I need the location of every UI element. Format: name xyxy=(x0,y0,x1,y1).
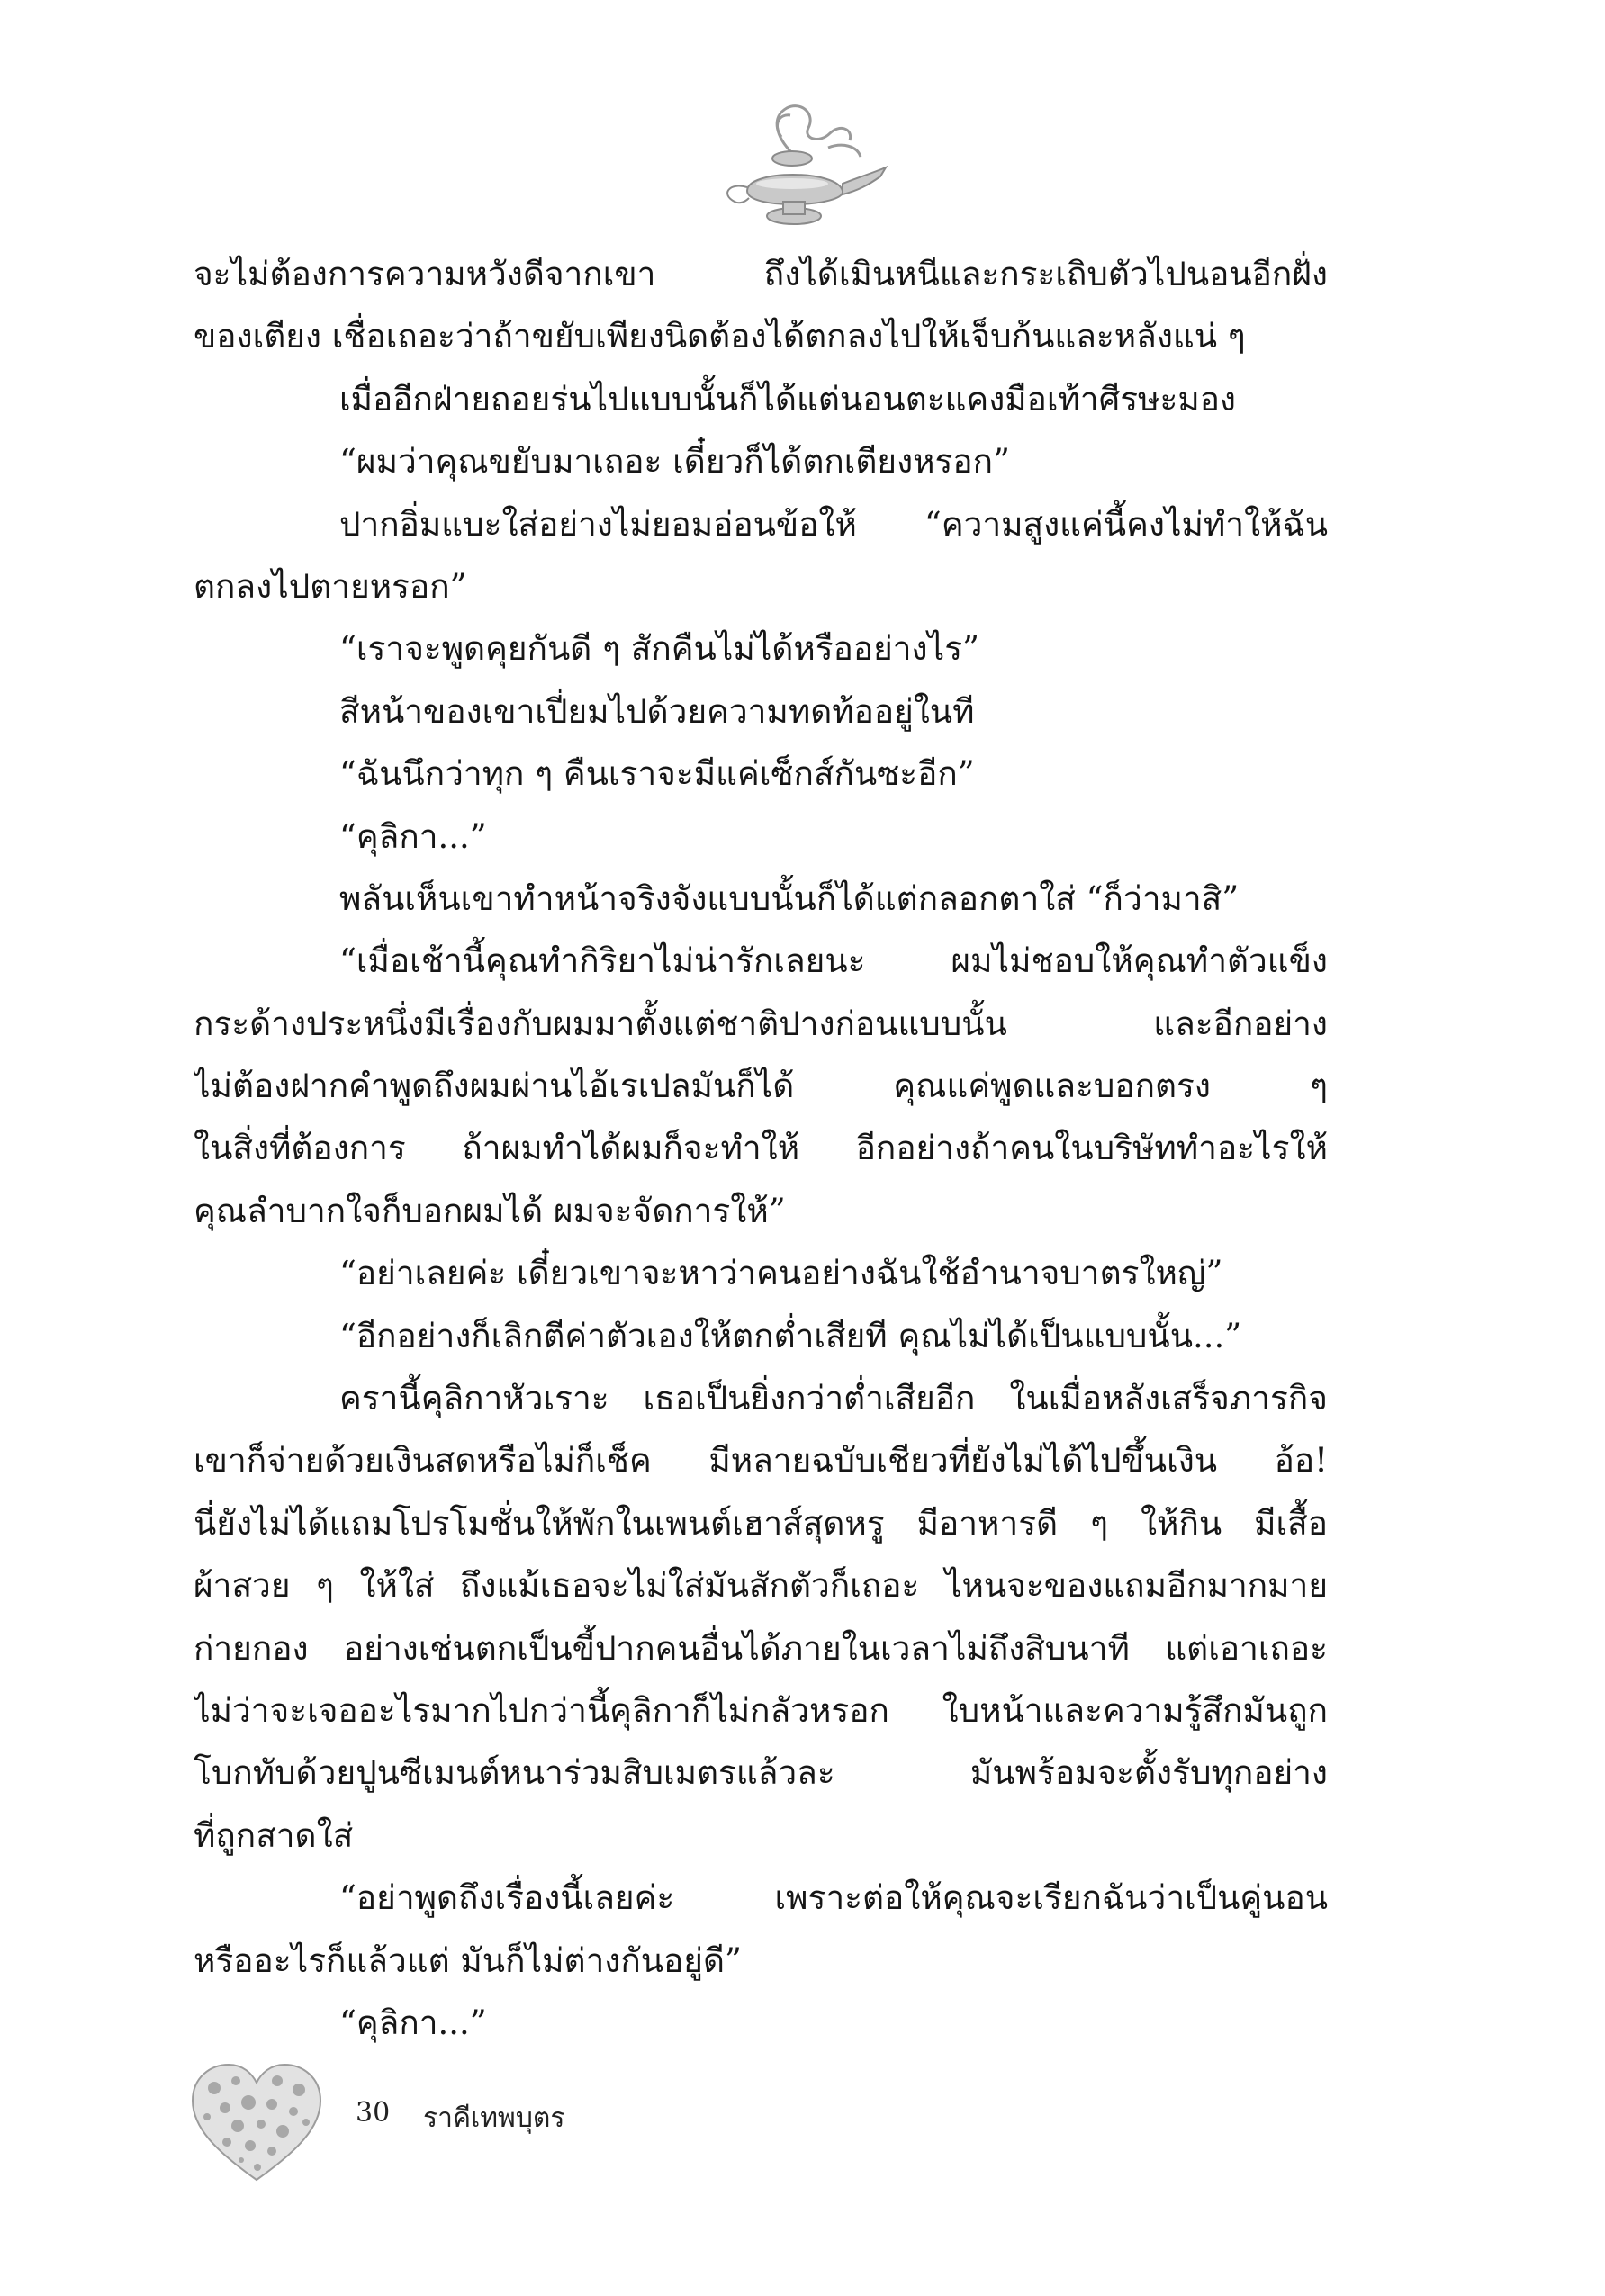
text-line: ในสิ่งที่ต้องการ ถ้าผมทำได้ผมก็จะทำให้ อีกอย่างถ้าคนในบริษัททำอะไรให้ xyxy=(194,1129,1328,1168)
text-line: สีหน้าของเขาเปี่ยมไปด้วยความทดท้ออยู่ในที xyxy=(339,691,975,731)
book-title: ราคีเทพบุตร xyxy=(423,2102,565,2134)
text-line: “อย่าเลยค่ะ เดี๋ยวเขาจะหาว่าคนอย่างฉันใช้อำนาจบาตรใหญ่” xyxy=(339,1254,1223,1293)
text-line: ของเตียง เชื่อเถอะว่าถ้าขยับเพียงนิดต้องได้ตกลงไปให้เจ็บก้นและหลังแน่ ๆ xyxy=(194,317,1246,356)
text-line: ไม่ว่าจะเจออะไรมากไปกว่านี้คุลิกาก็ไม่กลัวหรอก ใบหน้าและความรู้สึกมันถูก xyxy=(194,1690,1328,1730)
text-line: “คุลิกา...” xyxy=(339,2003,487,2042)
page-number: 30 xyxy=(356,2097,391,2129)
text-line: ครานี้คุลิกาหัวเราะ เธอเป็นยิ่งกว่าต่ำเสียอีก ในเมื่อหลังเสร็จภารกิจ xyxy=(339,1379,1328,1418)
text-line: “ผมว่าคุณขยับมาเถอะ เดี๋ยวก็ได้ตกเตียงหรอก” xyxy=(339,442,1010,482)
text-line: ก่ายกอง อย่างเช่นตกเป็นขี้ปากคนอื่นได้ภายในเวลาไม่ถึงสิบนาที แต่เอาเถอะ xyxy=(194,1628,1328,1668)
body-text xyxy=(194,243,1328,2054)
text-line: จะไม่ต้องการความหวังดีจากเขา ถึงได้เมินหนีและกระเถิบตัวไปนอนอีกฝั่ง xyxy=(194,255,1328,293)
text-line: “เมื่อเช้านี้คุณทำกิริยาไม่น่ารักเลยนะ ผมไม่ชอบให้คุณทำตัวแข็ง xyxy=(339,941,1328,981)
text-line: ตกลงไปตายหรอก” xyxy=(194,566,467,606)
text-line: เขาก็จ่ายด้วยเงินสดหรือไม่ก็เช็ค มีหลายฉบับเชียวที่ยังไม่ได้ไปขึ้นเงิน อ้อ! xyxy=(194,1441,1328,1481)
text-line: หรืออะไรก็แล้วแต่ มันก็ไม่ต่างกันอยู่ดี” xyxy=(194,1940,742,1980)
text-line: กระด้างประหนึ่งมีเรื่องกับผมมาตั้งแต่ชาติปางก่อนแบบนั้น และอีกอย่าง xyxy=(194,1004,1328,1043)
text-line: คุณลำบากใจก็บอกผมได้ ผมจะจัดการให้” xyxy=(194,1191,786,1230)
text-line: ปากอิ่มแบะใส่อย่างไม่ยอมอ่อนข้อให้ “ความสูงแค่นี้คงไม่ทำให้ฉัน xyxy=(339,504,1328,544)
text-line: “คุลิกา...” xyxy=(339,816,487,856)
text-line: นี่ยังไม่ได้แถมโปรโมชั่นให้พักในเพนต์เฮาส์สุดหรู มีอาหารดี ๆ ให้กิน มีเสื้อ xyxy=(194,1503,1328,1543)
text-line: ที่ถูกสาดใส่ xyxy=(194,1815,354,1855)
text-line: เมื่ออีกฝ่ายถอยร่นไปแบบนั้นก็ได้แต่นอนตะแคงมือเท้าศีรษะมอง xyxy=(339,379,1237,419)
text-line: พลันเห็นเขาทำหน้าจริงจังแบบนั้นก็ได้แต่กลอกตาใส่ “ก็ว่ามาสิ” xyxy=(339,878,1240,918)
heart-pattern-icon xyxy=(189,2061,324,2187)
text-line: “อีกอย่างก็เลิกตีค่าตัวเองให้ตกต่ำเสียที คุณไม่ได้เป็นแบบนั้น...” xyxy=(339,1316,1242,1355)
magic-lamp-icon xyxy=(693,101,891,236)
text-line: ผ้าสวย ๆ ให้ใส่ ถึงแม้เธอจะไม่ใส่มันสักตัวก็เถอะ ไหนจะของแถมอีกมากมาย xyxy=(194,1566,1328,1606)
text-line: “อย่าพูดถึงเรื่องนี้เลยค่ะ เพราะต่อให้คุณจะเรียกฉันว่าเป็นคู่นอน xyxy=(339,1878,1328,1918)
text-line: “เราจะพูดคุยกันดี ๆ สักคืนไม่ได้หรืออย่างไร” xyxy=(339,629,980,669)
text-line: ไม่ต้องฝากคำพูดถึงผมผ่านไอ้เรเปลมันก็ได้ คุณแค่พูดและบอกตรง ๆ xyxy=(194,1067,1328,1106)
text-line: โบกทับด้วยปูนซีเมนต์หนาร่วมสิบเมตรแล้วละ มันพร้อมจะตั้งรับทุกอย่าง xyxy=(194,1753,1328,1793)
page-footer xyxy=(189,2061,729,2187)
text-line: “ฉันนึกว่าทุก ๆ คืนเราจะมีแค่เซ็กส์กันซะอีก” xyxy=(339,754,975,794)
